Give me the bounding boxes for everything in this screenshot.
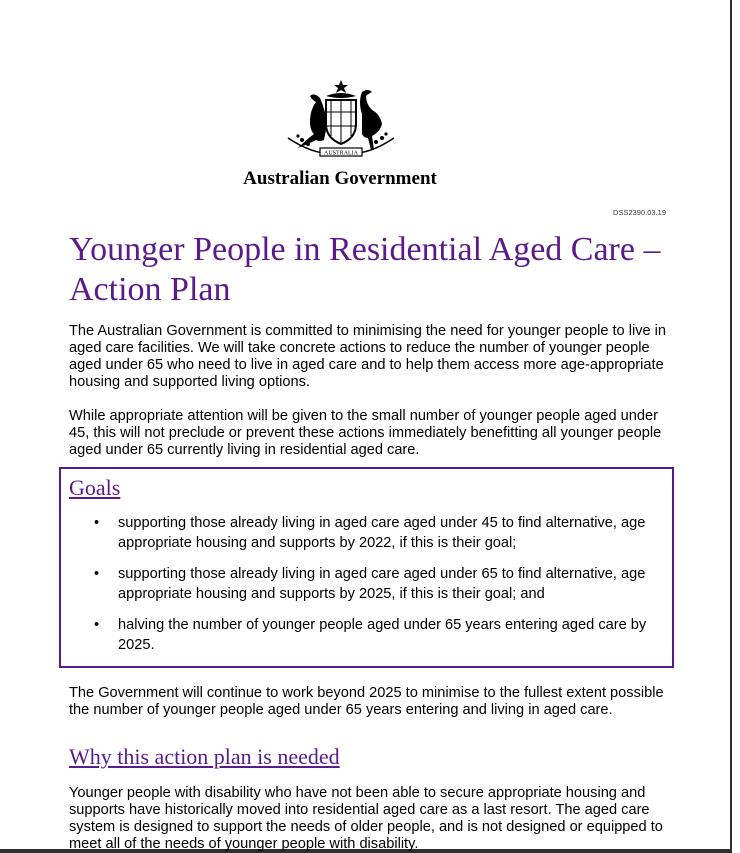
goal-text: supporting those already living in aged care aged under 65 to find alternative, age appropriate housing and supports by 2025, if this is their goal; and — [118, 566, 646, 602]
why-paragraph: Younger people with disability who have not been able to secure appropriate housing and supports have historically moved into residential aged care as a last resort. The aged care system is designed to support the needs of older people, and is not designed or equipped to meet all of the needs of younger people with disability. — [69, 785, 663, 852]
goal-item — [94, 564, 654, 604]
svg-text:AUSTRALIA: AUSTRALIA — [324, 150, 358, 157]
goal-text: halving the number of younger people aged under 65 years entering aged care by 2025. — [118, 617, 647, 653]
coat-of-arms-logo — [280, 78, 402, 164]
after-goals-paragraph: The Government will continue to work beyond 2025 to minimise to the fullest extent possible the number of younger people aged under 65 years entering and living in aged care. — [69, 685, 664, 718]
document-code: DSS2390.03.19 — [613, 208, 666, 217]
government-name: Australian Government — [243, 168, 437, 189]
goal-item — [94, 513, 654, 553]
intro-paragraph-1: The Australian Government is committed to minimising the need for younger people to live in aged care facilities. We will take concrete actions to reduce the number of younger people aged under 65 who need to live in aged care and to help them access more age-appropriate housing and supported living options. — [69, 323, 667, 390]
bullet-icon: • — [94, 515, 100, 531]
intro-paragraph-2: While appropriate attention will be given to the small number of younger people aged under 45, this will not preclude or prevent these actions immediately benefitting all younger people aged under 65 currently living in residential aged care. — [69, 408, 662, 458]
page-title: Younger People in Residential Aged Care – Action Plan — [69, 231, 661, 308]
bullet-icon: • — [94, 566, 100, 582]
goal-item — [94, 615, 654, 655]
page-edge-right — [730, 0, 732, 853]
bullet-icon: • — [94, 617, 100, 633]
goals-box — [59, 467, 674, 668]
goals-heading: Goals — [69, 475, 121, 500]
goal-text: supporting those already living in aged care aged under 45 to find alternative, age appropriate housing and supports by 2022, if this is their goal; — [118, 515, 646, 551]
why-heading: Why this action plan is needed — [69, 744, 340, 769]
goals-list — [94, 513, 654, 666]
